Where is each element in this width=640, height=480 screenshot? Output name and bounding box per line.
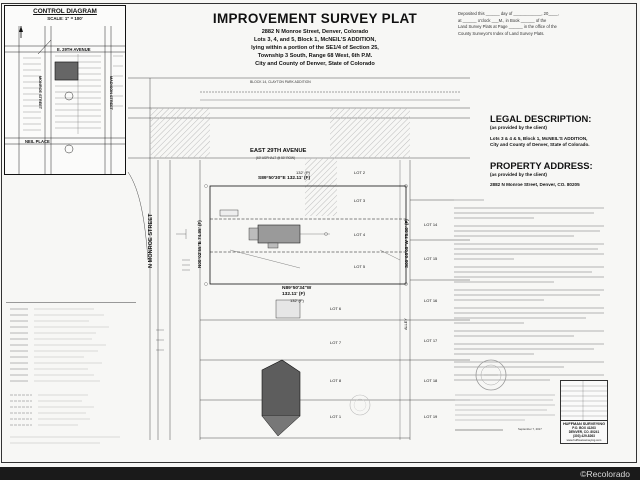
block-label: BLOCK 14, CLAYTON PARK ADDITION (250, 80, 311, 84)
lot-3-label: LOT 3 (354, 198, 366, 203)
control-street-monroe: MONROE STREET (38, 76, 42, 110)
east-29th-avenue-sub: (60' ASPHALT @ 50' ROW) (256, 156, 296, 160)
bearing-bottom: N89°50'34"W (282, 286, 312, 291)
alley-label: ALLEY (404, 318, 408, 330)
property-address-heading: PROPERTY ADDRESS: (490, 160, 593, 171)
lot-16-label: LOT 16 (424, 298, 438, 303)
subtitle-line-3: lying within a portion of the SE1/4 of Section 25, (251, 45, 379, 51)
control-street-e29: E. 29TH AVENUE (57, 47, 91, 52)
lot-4-label: LOT 4 (354, 232, 366, 237)
title-block-rows (561, 381, 607, 421)
legend-lines (6, 303, 136, 453)
lot-5-label: LOT 5 (354, 264, 366, 269)
lot-15-label: LOT 15 (424, 256, 438, 261)
control-street-madison: MADISON STREET (109, 76, 113, 110)
company-name: HUFFMAN SURVEYING (562, 422, 606, 426)
recording-line-4: County Surveyor's Index of Land Survey Plats. (458, 30, 545, 36)
recording-line-1: Deposited this ______ day of ____________, 20____, (458, 11, 559, 16)
lot-7-label: LOT 7 (330, 340, 342, 345)
dim-bottom-field: 132.11' (F) (282, 292, 306, 297)
lot-18-label: LOT 18 (424, 378, 438, 383)
company-address-1: P.O. BOX 41263 (572, 426, 596, 430)
lot-19-label: LOT 19 (424, 414, 438, 419)
title-block-table (560, 380, 608, 422)
legal-description-note: (as provided by the client) (490, 125, 547, 130)
company-website: www.huffmansurveying.com (566, 438, 602, 442)
watermark: ©Recolorado (580, 469, 630, 479)
control-street-neil: NEIL PLACE (25, 139, 50, 144)
legal-description-line-2: City and County of Denver, State of Colorado. (490, 142, 590, 147)
bearing-left: N00°02'55"E 74.95' (F) (197, 220, 202, 268)
company-phone: (303) 429-8263 (573, 434, 595, 438)
company-block (560, 420, 608, 444)
subtitle-line-5: City and County of Denver, State of Colorado (255, 61, 375, 67)
signature-date: September 7, 2017 (518, 427, 542, 431)
bearing-top: S89°50'30"E 132.11' (F) (258, 176, 311, 181)
subtitle-line-4: Township 3 South, Range 68 West, 6th P.M. (257, 53, 373, 59)
property-address-note: (as provided by the client) (490, 172, 547, 177)
lot-2-label: LOT 2 (354, 170, 366, 175)
legal-description-heading: LEGAL DESCRIPTION: (490, 113, 592, 124)
lot-17-label: LOT 17 (424, 338, 438, 343)
recording-line-3: Land Survey Plats at Page ______ in the office of the (458, 24, 557, 30)
lot-14-label: LOT 14 (424, 222, 438, 227)
subtitle-line-2: Lots 3, 4, and 5, Block 1, McNEIL'S ADDITION, (253, 37, 377, 43)
east-29th-avenue-label: EAST 29TH AVENUE (250, 148, 307, 154)
subtitle-line-1: 2882 N Monroe Street, Denver, Colorado (261, 29, 369, 35)
survey-notes (454, 196, 610, 382)
legal-description-line-1: Lots 3 & 4 & 5, Block 1, McNEIL'S ADDITION, (490, 136, 588, 141)
surveyor-certification (455, 392, 559, 436)
control-diagram-title: CONTROL DIAGRAM (33, 8, 97, 15)
property-address-text: 2882 N Monroe Street, Denver, CO. 80205 (490, 182, 580, 187)
recording-line-2: at ______ o'clock ___M., in Book ______ of the (458, 17, 547, 23)
legend-block (6, 302, 136, 461)
monroe-street-label: N MONROE STREET (148, 213, 154, 268)
lot-1-label: LOT 1 (330, 414, 342, 419)
lot-6-label: LOT 6 (330, 306, 342, 311)
dim-top-plat: 132' (P) (296, 170, 310, 175)
dim-bottom-plat: 132' (P) (290, 298, 304, 303)
company-address-2: DENVER, CO. 80241 (568, 430, 600, 434)
footer-band (0, 467, 640, 480)
lot-8-label: LOT 8 (330, 378, 342, 383)
control-diagram-scale: SCALE: 1" = 100' (47, 16, 83, 21)
bearing-right: S00°05'05"W 75.00' (F) (404, 219, 409, 268)
plat-title: IMPROVEMENT SURVEY PLAT (212, 11, 418, 26)
surveyor-seal (474, 358, 508, 392)
